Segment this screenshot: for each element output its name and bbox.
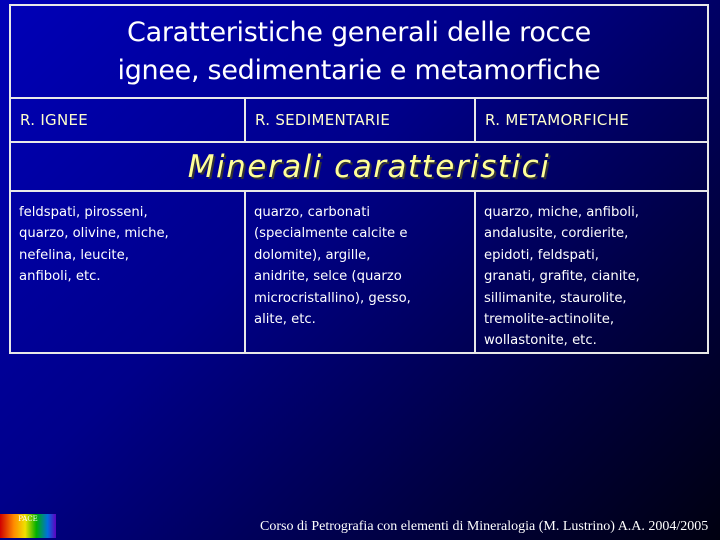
header-sedimentarie: R. SEDIMENTARIE: [255, 111, 391, 129]
rock-table: [9, 4, 709, 354]
logo-text: PACE: [18, 515, 38, 523]
title-row: [11, 6, 707, 99]
slide-title-line-2: ignee, sedimentarie e metamorfiche: [117, 54, 601, 86]
header-ignee: R. IGNEE: [20, 111, 89, 129]
header-cell-sedimentarie: [244, 99, 474, 141]
minerals-row: [11, 192, 707, 352]
column-header-row: [11, 99, 707, 143]
footer-credit: Corso di Petrografia con elementi di Mineralogia (M. Lustrino) A.A. 2004/2005: [260, 519, 709, 534]
section-heading: Minerali caratteristici: [187, 148, 551, 185]
header-cell-ignee: [11, 99, 244, 141]
minerals-cell-metamorfiche: [474, 192, 709, 352]
minerals-sedimentarie: quarzo, carbonati (specialmente calcite e dolomite), argille, anidrite, selce (quarzo microcristallino), gesso, alite, etc.: [254, 205, 411, 328]
minerals-ignee: feldspati, pirosseni, quarzo, olivine, miche, nefelina, leucite, anfiboli, etc.: [19, 205, 169, 285]
header-cell-metamorfiche: [474, 99, 709, 141]
minerals-cell-ignee: [11, 192, 244, 352]
slide-title-line-1: Caratteristiche generali delle rocce: [127, 16, 591, 48]
minerals-cell-sedimentarie: [244, 192, 474, 352]
header-metamorfiche: R. METAMORFICHE: [485, 111, 630, 129]
rainbow-logo: [0, 514, 56, 538]
section-row: [11, 143, 707, 192]
minerals-metamorfiche: quarzo, miche, anfiboli, andalusite, cordierite, epidoti, feldspati, granati, grafite, cianite, sillimanite, staurolite, tremolite-actinolite, wollastonite, etc.: [484, 205, 640, 349]
